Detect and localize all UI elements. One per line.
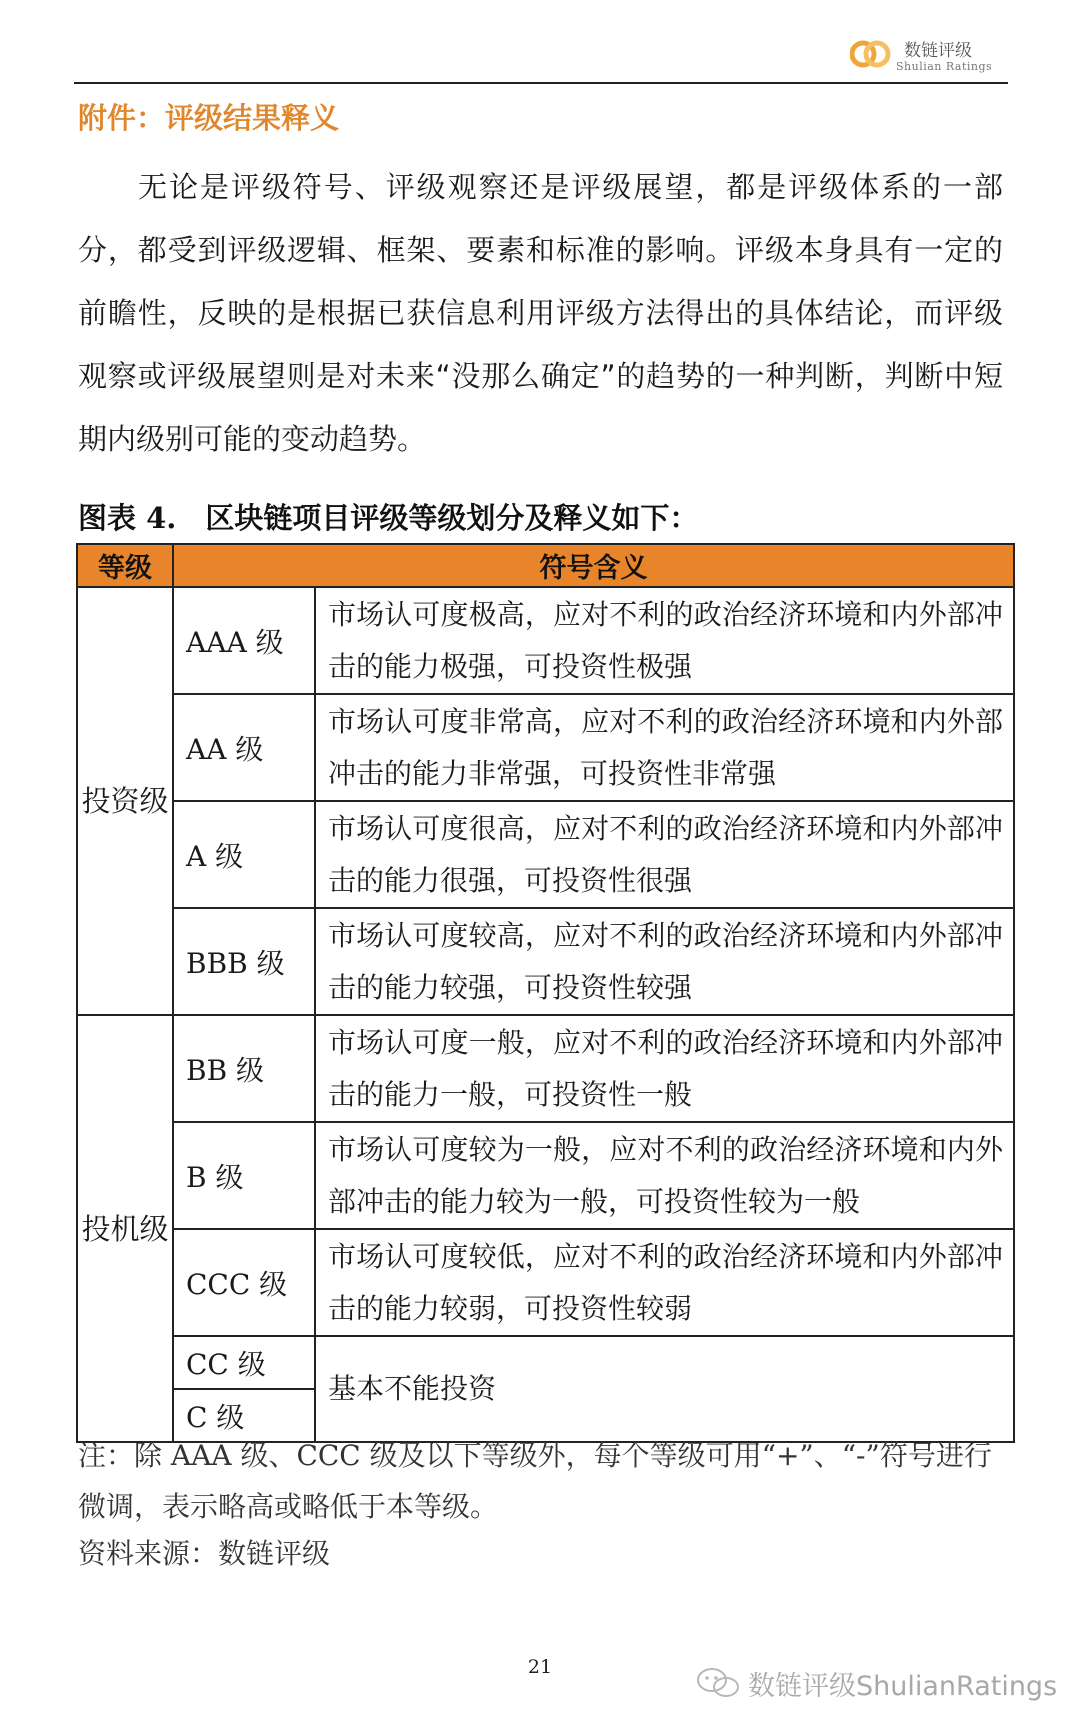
paragraph-text: 无论是评级符号、评级观察还是评级展望，都是评级体系的一部分，都受到评级逻辑、框架、要素和标准的影响。评级本身具有一定的前瞻性，反映的是根据已获信息利用评级方法得出的具体结论，而评级观察或评级展望则是对未来“没那么确定”的趋势的一种判断，判断中短期内级别可能的变动趋势。 xyxy=(78,170,1003,456)
meaning-cell: 市场认可度非常高，应对不利的政治经济环境和内外部冲击的能力非常强，可投资性非常强 xyxy=(315,694,1014,801)
body-paragraph xyxy=(78,156,1003,471)
grade-cell: CCC 级 xyxy=(173,1229,315,1336)
meaning-cell: 市场认可度较高，应对不利的政治经济环境和内外部冲击的能力较强，可投资性较强 xyxy=(315,908,1014,1015)
watermark-text: 数链评级ShulianRatings xyxy=(748,1671,1058,1702)
source-line: 资料来源：数链评级 xyxy=(78,1537,331,1570)
page-number: 21 xyxy=(527,1656,553,1678)
figure-title: 图表 4. 区块链项目评级等级划分及释义如下： xyxy=(78,501,699,535)
grade-cell: C 级 xyxy=(173,1389,315,1442)
shulian-logo-icon xyxy=(850,36,892,72)
ratings-table xyxy=(76,543,1015,1443)
brand-name-en: Shulian Ratings xyxy=(896,60,993,73)
grade-cell: CC 级 xyxy=(173,1336,315,1389)
grade-cell: AAA 级 xyxy=(173,587,315,694)
grade-cell: AA 级 xyxy=(173,694,315,801)
meaning-cell: 市场认可度较低，应对不利的政治经济环境和内外部冲击的能力较弱，可投资性较弱 xyxy=(315,1229,1014,1336)
table-row xyxy=(77,694,1014,801)
table-row xyxy=(77,1122,1014,1229)
meaning-cell: 基本不能投资 xyxy=(315,1336,1014,1442)
grade-cell: BB 级 xyxy=(173,1015,315,1122)
grade-cell: A 级 xyxy=(173,801,315,908)
brand-name-cn: 数链评级 xyxy=(904,41,972,61)
grade-cell: B 级 xyxy=(173,1122,315,1229)
table-row xyxy=(77,801,1014,908)
table-row xyxy=(77,1015,1014,1122)
grade-cell: BBB 级 xyxy=(173,908,315,1015)
table-row xyxy=(77,908,1014,1015)
wechat-icon xyxy=(695,1666,741,1700)
table-row xyxy=(77,1229,1014,1336)
brand-logo xyxy=(850,34,1010,78)
header-rule xyxy=(74,82,1008,84)
category-investment: 投资级 xyxy=(77,587,173,1015)
meaning-cell: 市场认可度很高，应对不利的政治经济环境和内外部冲击的能力很强，可投资性很强 xyxy=(315,801,1014,908)
table-row xyxy=(77,1336,1014,1389)
meaning-cell: 市场认可度极高，应对不利的政治经济环境和内外部冲击的能力极强，可投资性极强 xyxy=(315,587,1014,694)
header-grade: 等级 xyxy=(77,544,173,587)
meaning-cell: 市场认可度较为一般，应对不利的政治经济环境和内外部冲击的能力较为一般，可投资性较为一般 xyxy=(315,1122,1014,1229)
table-row xyxy=(77,587,1014,694)
meaning-cell: 市场认可度一般，应对不利的政治经济环境和内外部冲击的能力一般，可投资性一般 xyxy=(315,1015,1014,1122)
category-speculative: 投机级 xyxy=(77,1015,173,1442)
section-title: 附件：评级结果释义 xyxy=(78,101,340,135)
header-meaning: 符号含义 xyxy=(173,544,1014,587)
table-note: 注：除 AAA 级、CCC 级及以下等级外，每个等级可用“+”、“-”符号进行微调，表示略高或略低于本等级。 xyxy=(78,1439,992,1523)
